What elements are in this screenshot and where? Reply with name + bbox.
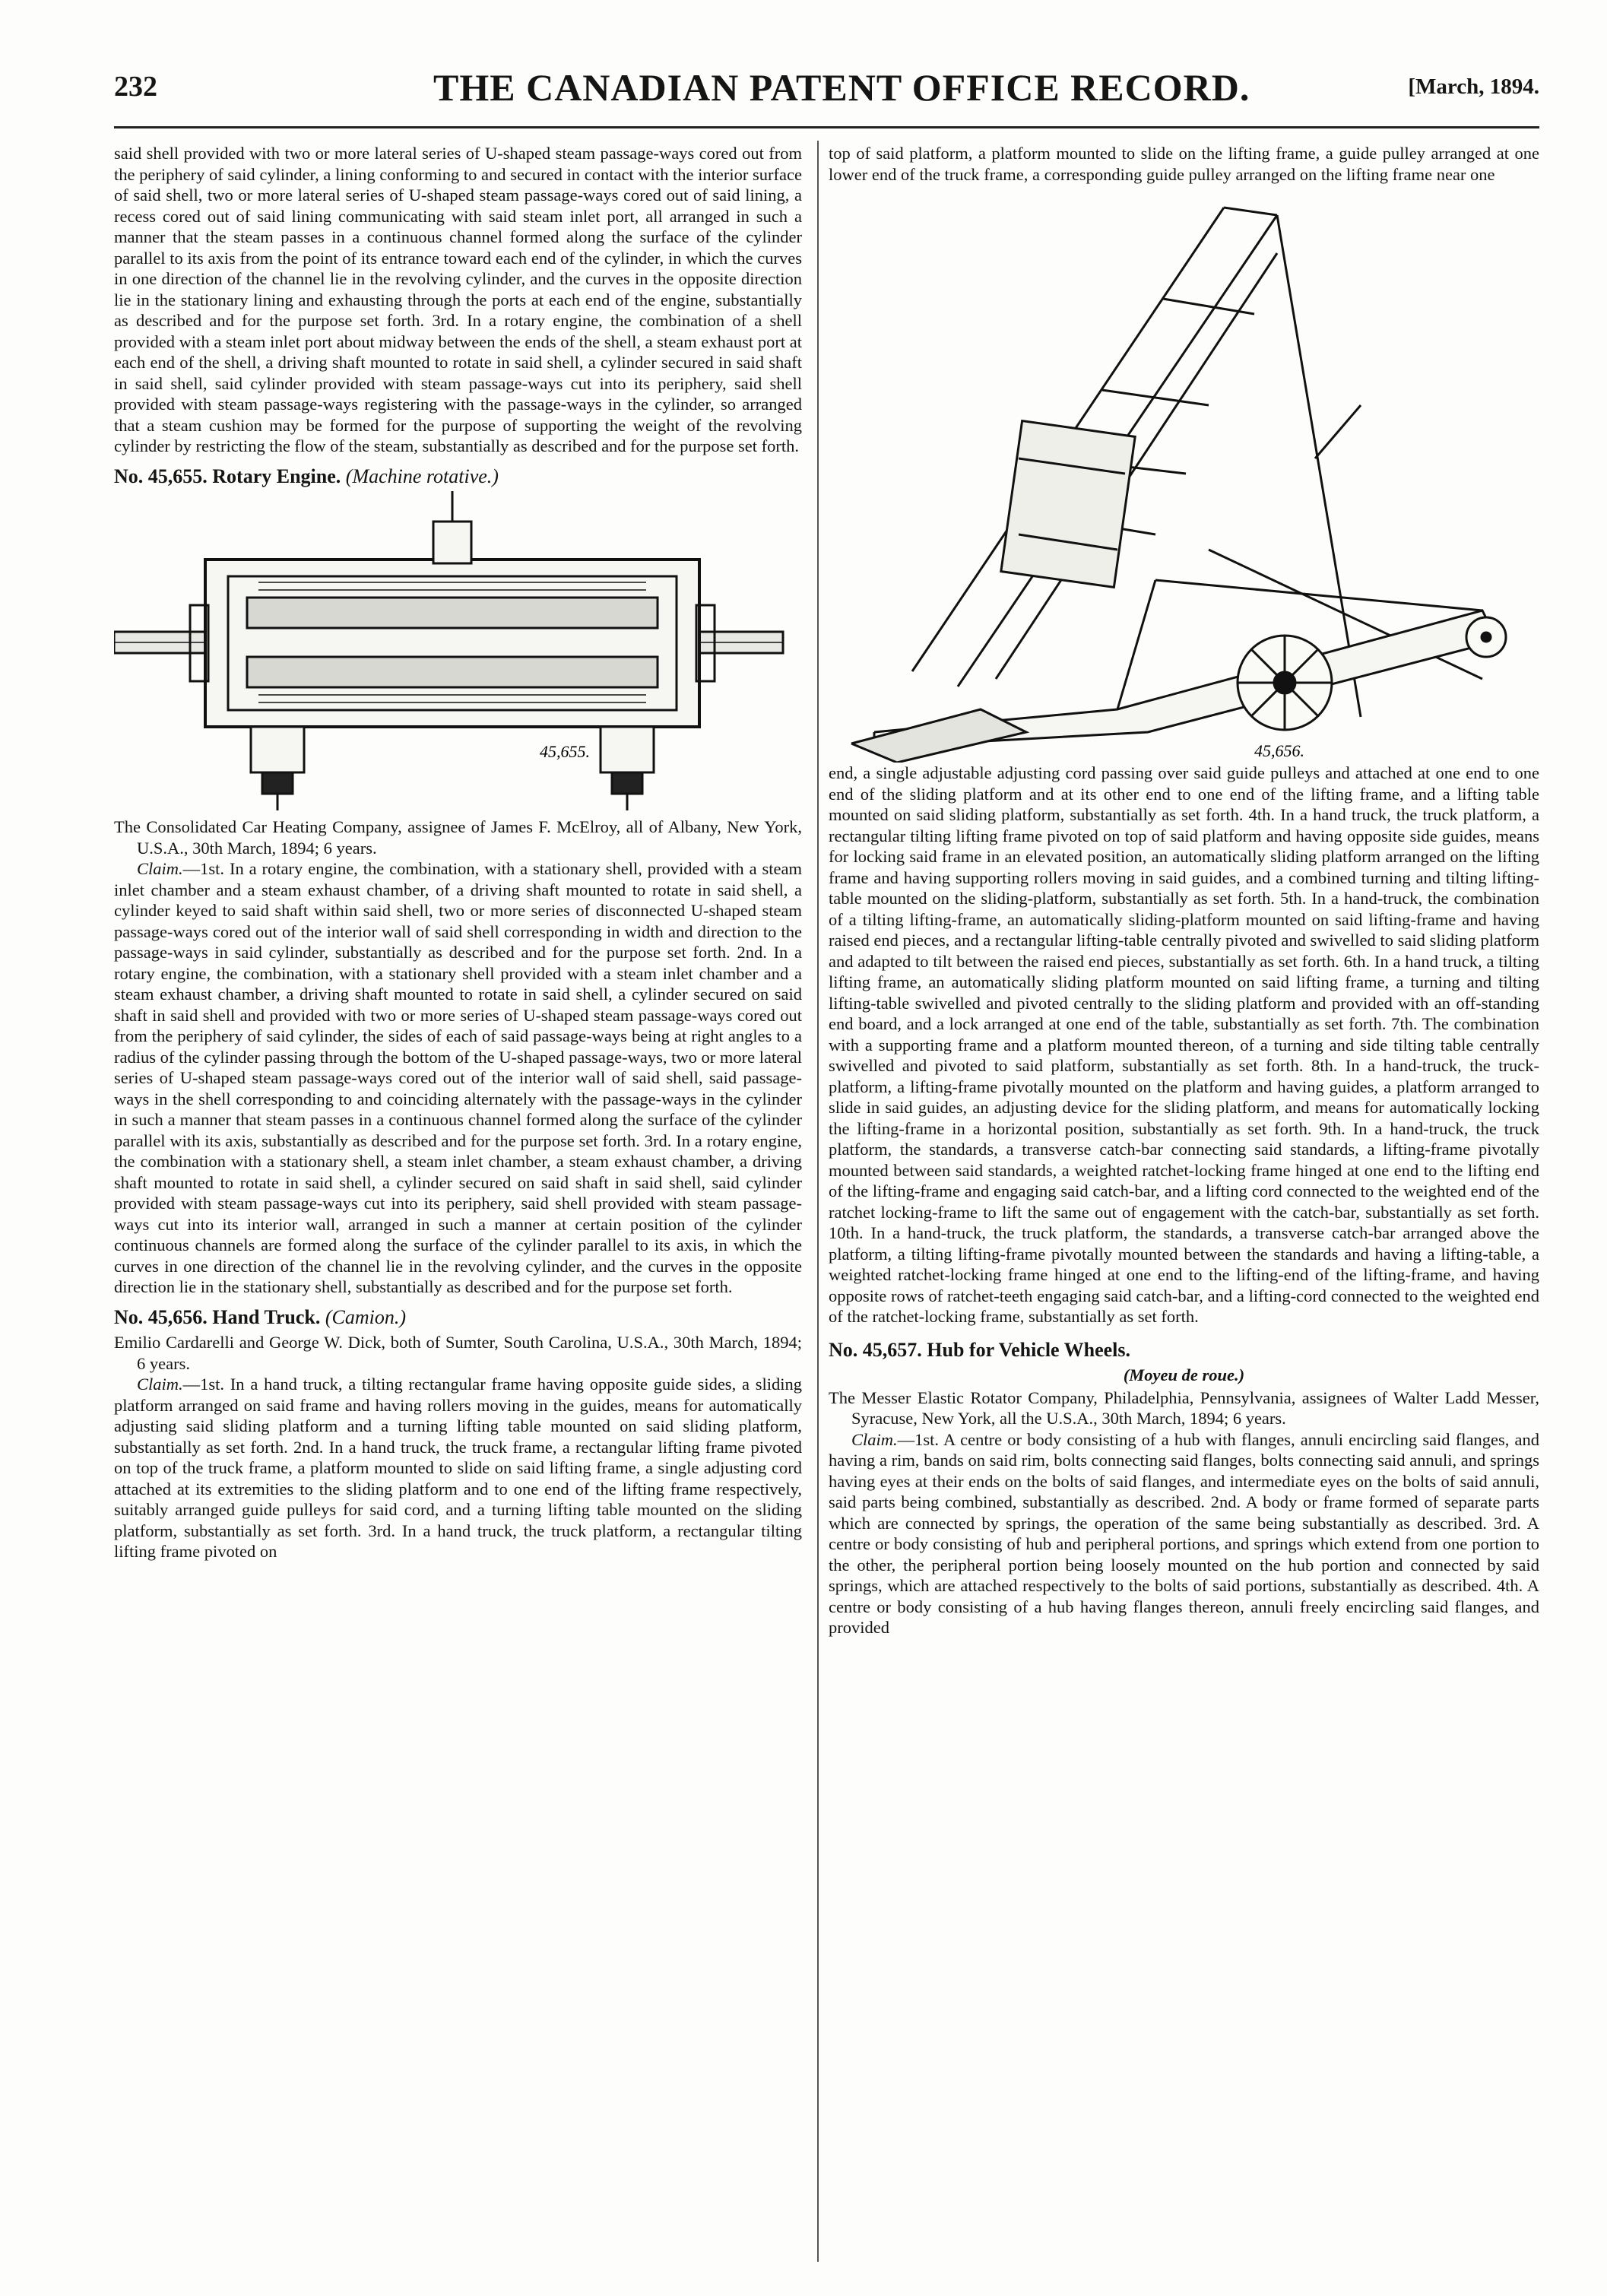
claim-text: —1st. In a hand truck, a tilting rectangular frame having opposite guide sides, a sliding platform arranged on said frame and having rollers moving in the guides, means for automatically adjusting said sliding platform and a turning lifting table mounted on said sliding platform, substantially as set forth. 2nd. In a hand truck, the truck frame, a rectangular lifting frame pivoted on top of the truck frame, a platform mounted to slide on said lifting frame, a single adjusting cord attached at its extremities to the sliding platform and to one end of the lifting frame respectively, suitably arranged guide pulleys for said cord, and a turning lifting table mounted on the sliding platform, substantially as set forth. 3rd. In a hand truck, the truck platform, a rectangular tilting lifting frame pivoted on	[114, 1375, 802, 1561]
column-divider	[817, 141, 819, 2262]
hand-truck-figure	[829, 185, 1539, 763]
right-column	[829, 143, 1539, 1638]
rotary-engine-figure	[114, 491, 802, 810]
patent-number: No. 45,657.	[829, 1338, 922, 1361]
patent-title: Rotary Engine.	[212, 465, 341, 487]
patent-claim	[114, 1374, 802, 1562]
left-column	[114, 143, 802, 1562]
claim-text: —1st. A centre or body consisting of a hub with flanges, annuli encircling said flanges, and having a rim, bands on said rim, bolts connecting said flanges, bolts connecting said annuli, and springs having eyes at their ends on the bolts of said flanges, and intermediate eyes on the bolts of said annuli, said parts being combined, substantially as described. 2nd. A body or frame formed of separate parts which are connected by springs, the operation of the same being substantially as described. 3rd. A centre or body consisting of hub and peripheral portions, and springs which extend from one portion to the other, the peripheral portion being loosely mounted on the hub portion and connected by said springs, which are attached respectively to the bolts of said portions, substantially as described. 4th. A centre or body consisting of a hub having flanges thereon, annuli freely encircling said flanges, and provided	[829, 1429, 1539, 1637]
patent-heading-45657	[829, 1340, 1539, 1361]
claim-text: —1st. In a rotary engine, the combination, with a stationary shell, provided with a steam inlet chamber and a steam exhaust chamber, of a driving shaft mounted to rotate in said shell, a cylinder keyed to said shaft within said shell, two or more series of disconnected U-shaped steam passage-ways cored out of the interior wall of said shell corresponding in width and direction to the passage-ways in said cylinder, substantially as described and for the purpose set forth. 2nd. In a rotary engine, the combination, with a stationary shell provided with a steam inlet chamber and a steam exhaust chamber, a driving shaft mounted to rotate in said shell, a cylinder secured on said shaft in said shell and provided with two or more series of U-shaped steam passage-ways cored out from the periphery of said cylinder, the sides of each of said passage-ways being at right angles to a radius of the cylinder passing through the bottom of the U-shaped passage-ways, two or more lateral series of U-shaped steam passage-ways cored out of the interior wall of said shell, said passage-ways in the shell corresponding to and coinciding alternately with the passage-ways in the cylinder in such a manner that steam passes in a continuous channel formed along the surface of the cylinder parallel with its axis, substantially as described and for the purpose set forth. 3rd. In a rotary engine, the combination with a stationary shell, a steam inlet chamber, a steam exhaust chamber, a driving shaft mounted to rotate in said shell, a cylinder secured on said shaft in said shell, said cylinder provided with steam passage-ways cut into its periphery, said shell provided with steam passage-ways cut into its interior wall, arranged in such a manner at certain position of the cylinder continuous channels are formed along the surface of the cylinder parallel to its axis, in which the curves in one direction of the channel lie in the revolving cylinder, and the curves in the opposite direction lie in the stationary shell, substantially as described and for the purpose set forth.	[114, 859, 802, 1296]
patent-assignee: Emilio Cardarelli and George W. Dick, both of Sumter, South Carolina, U.S.A., 30th March, 1894; 6 years.	[114, 1333, 802, 1373]
patent-assignee: The Messer Elastic Rotator Company, Philadelphia, Pennsylvania, assignees of Walter Ladd Messer, Syracuse, New York, all the U.S.A., 30th March, 1894; 6 years.	[829, 1387, 1539, 1428]
patent-french-title: (Machine rotative.)	[345, 465, 499, 487]
patent-french-title: (Camion.)	[325, 1305, 407, 1328]
patent-french-title: (Moyeu de roue.)	[1123, 1365, 1245, 1384]
issue-date: [March, 1894.	[1408, 75, 1539, 99]
patent-claim	[829, 1429, 1539, 1638]
patent-title: Hand Truck.	[212, 1305, 321, 1328]
patent-number: No. 45,656.	[114, 1305, 208, 1328]
page-header	[114, 65, 1539, 114]
patent-number: No. 45,655.	[114, 465, 208, 487]
journal-title: THE CANADIAN PATENT OFFICE RECORD.	[433, 66, 1250, 109]
claim-label: Claim.	[851, 1429, 898, 1449]
figure-label: 45,655.	[540, 742, 590, 761]
patent-claim	[114, 858, 802, 1298]
patent-heading-45655	[114, 466, 802, 487]
patent-title: Hub for Vehicle Wheels.	[927, 1338, 1131, 1361]
claim-label: Claim.	[137, 1375, 183, 1394]
patent-heading-45656	[114, 1307, 802, 1328]
continued-claim-text: end, a single adjustable adjusting cord passing over said guide pulleys and attached at one end to one end of the sliding platform and at its other end to one end of the lifting frame, and a lifting table mounted on said sliding platform, substantially as set forth. 4th. In a hand truck, the truck platform, a rectangular tilting lifting frame pivoted on top of said platform and having opposite side guides, means for locking said frame in an elevated position, an automatically sliding platform arranged on the lifting frame and having supporting rollers moving in said guides, and a combined turning and tilting lifting-table mounted on the sliding-platform, substantially as set forth. 5th. In a hand-truck, the combination of a tilting lifting-frame, an automatically sliding-platform mounted on said lifting-frame and having raised end pieces, and a rectangular lifting-table centrally pivoted and swivelled to said sliding platform and adapted to tilt between the raised end pieces, substantially as set forth. 6th. In a hand truck, a tilting lifting frame, an automatically sliding platform mounted on said lifting frame, a turning and tilting lifting-table swivelled and pivoted centrally to the sliding platform and provided with an off-standing end board, and a lock arranged at one end of the table, substantially as set forth. 7th. The combination with a supporting frame and a platform mounted thereon, of a turning and side tilting table centrally swivelled and pivoted to said platform, substantially as set forth. 8th. In a hand-truck, the truck-platform, a lifting-frame pivotally mounted on the platform and having guides, a platform arranged to slide in said guides, an adjusting device for the sliding platform, and means for automatically locking the lifting-frame in a horizontal position, substantially as set forth. 9th. In a hand-truck, the truck platform, the standards, a transverse catch-bar connecting said standards, a lifting-frame pivotally mounted between said standards, a weighted ratchet-locking frame hinged at one end to the lifting end of the lifting-frame and engaging said catch-bar, and a lifting cord connected to the weighted end of the ratchet locking-frame to lift the same out of engagement with the catch-bar, substantially as set forth. 10th. In a hand-truck, the truck platform, the standards, a transverse catch-bar arranged above the platform, a tilting lifting-frame pivotally mounted between the standards and having a lifting-table, a weighted ratchet-locking frame hinged at one end to the lifting-end of the lifting-frame, and having opposite rows of ratchet-teeth engaging said catch-bar, and a lifting-cord connected to the weighted end of the ratchet-locking frame, substantially as set forth.	[829, 763, 1539, 1326]
claim-label: Claim.	[137, 859, 183, 878]
continued-claim-text: said shell provided with two or more lateral series of U-shaped steam passage-ways cored out from the periphery of said cylinder, a lining conforming to and secured in contact with the interior surface of said shell, two or more lateral series of U-shaped steam passage-ways cored out of said lining, a recess cored out of said lining communicating with said steam inlet port, all arranged in such a manner that the steam passes in a continuous channel formed along the surface of the cylinder parallel to its axis from the point of its entrance toward each end of the cylinder, in which the curves in one direction of the channel lie in the revolving cylinder, and the curves in the opposite direction lie in the stationary lining and exhausting through the ports at each end of the engine, substantially as described and for the purpose set forth. 3rd. In a rotary engine, the combination of a shell provided with a steam inlet port about midway between the ends of the shell, a steam exhaust port at each end of the shell, a driving shaft mounted to rotate in said shell, a cylinder secured in said shaft in said shell, said cylinder provided with steam passage-ways cut into its periphery, said shell provided with steam passage-ways registering with the passage-ways in the cylinder, so arranged that a steam cushion may be formed for the purpose of supporting the weight of the revolving cylinder by restricting the flow of the steam, substantially as described and for the purpose set forth.	[114, 144, 802, 455]
page-number: 232	[114, 71, 157, 103]
patent-assignee: The Consolidated Car Heating Company, assignee of James F. McElroy, all of Albany, New York, U.S.A., 30th March, 1894; 6 years.	[114, 817, 802, 858]
continued-claim-text: top of said platform, a platform mounted to slide on the lifting frame, a guide pulley arranged at one lower end of the truck frame, a corresponding guide pulley arranged on the lifting frame near one	[829, 144, 1539, 184]
header-rule	[114, 126, 1539, 128]
figure-label: 45,656.	[1254, 741, 1304, 760]
